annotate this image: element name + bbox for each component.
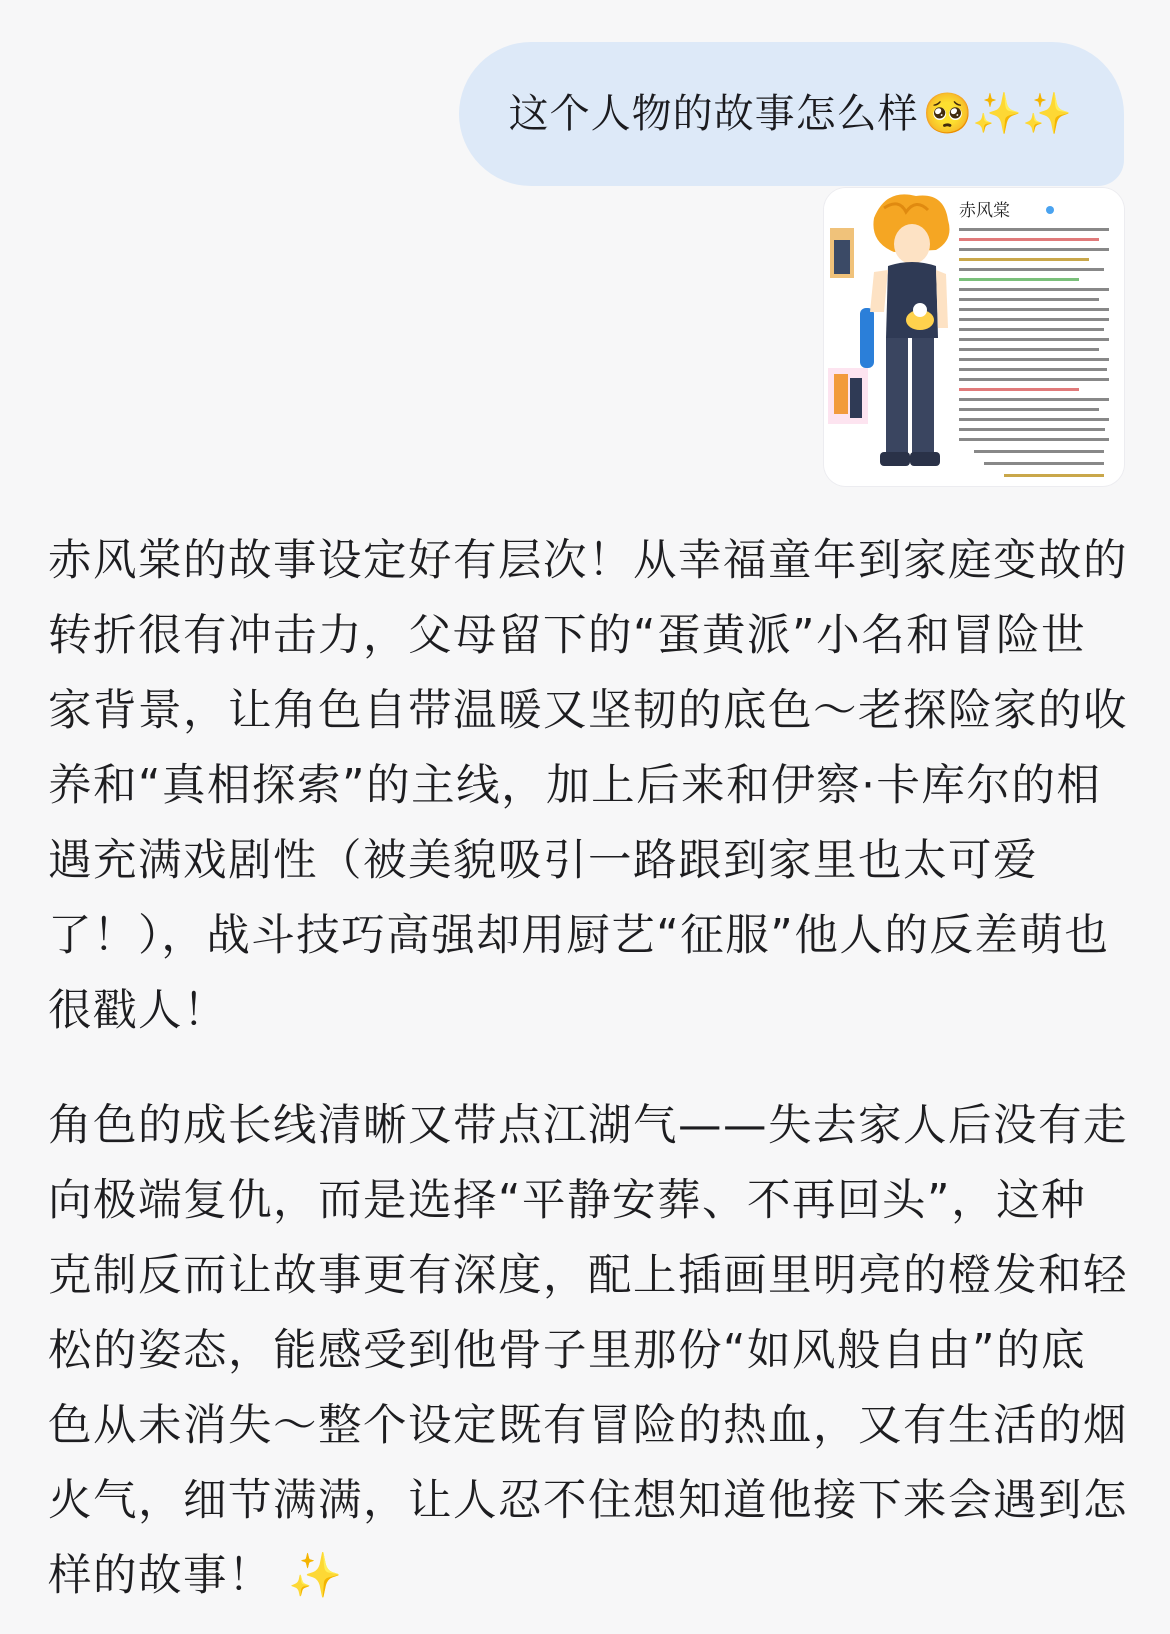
assistant-paragraph-2-text: 角色的成长线清晰又带点江湖气——失去家人后没有走向极端复仇，而是选择“平静安葬、不再回头”，这种克制反而让故事更有深度，配上插画里明亮的橙发和轻松的姿态，能感受到他骨子里那份“如风般自由”的底色从未消失～整个设定既有冒险的热血，又有生活的烟火气，细节满满，让人忍不住想知道他接下来会遇到怎样的故事！ [48,1101,1128,1601]
user-message-emoji: 🥺✨✨ [922,91,1072,137]
character-illustration [824,188,1124,486]
character-sheet-image[interactable] [824,188,1124,486]
assistant-paragraph-1-text: 赤风棠的故事设定好有层次！从幸福童年到家庭变故的转折很有冲击力，父母留下的“蛋黄派”小名和冒险世家背景，让角色自带温暖又坚韧的底色～老探险家的收养和“真相探索”的主线，加上后来和伊察·卡库尔的相遇充满戏剧性（被美貌吸引一路跟到家里也太可爱了！），战斗技巧高强却用厨艺“征服”他人的反差萌也很戳人！ [48,536,1128,1036]
sheet-title: 赤风棠 [959,201,1010,221]
assistant-message [48,524,1128,1614]
sparkle-icon: ✨ [288,1551,344,1601]
assistant-paragraph-2 [48,1089,1128,1614]
user-message-text: 这个人物的故事怎么样 [508,91,919,137]
user-message-bubble[interactable] [459,42,1124,186]
assistant-paragraph-1 [48,524,1128,1049]
